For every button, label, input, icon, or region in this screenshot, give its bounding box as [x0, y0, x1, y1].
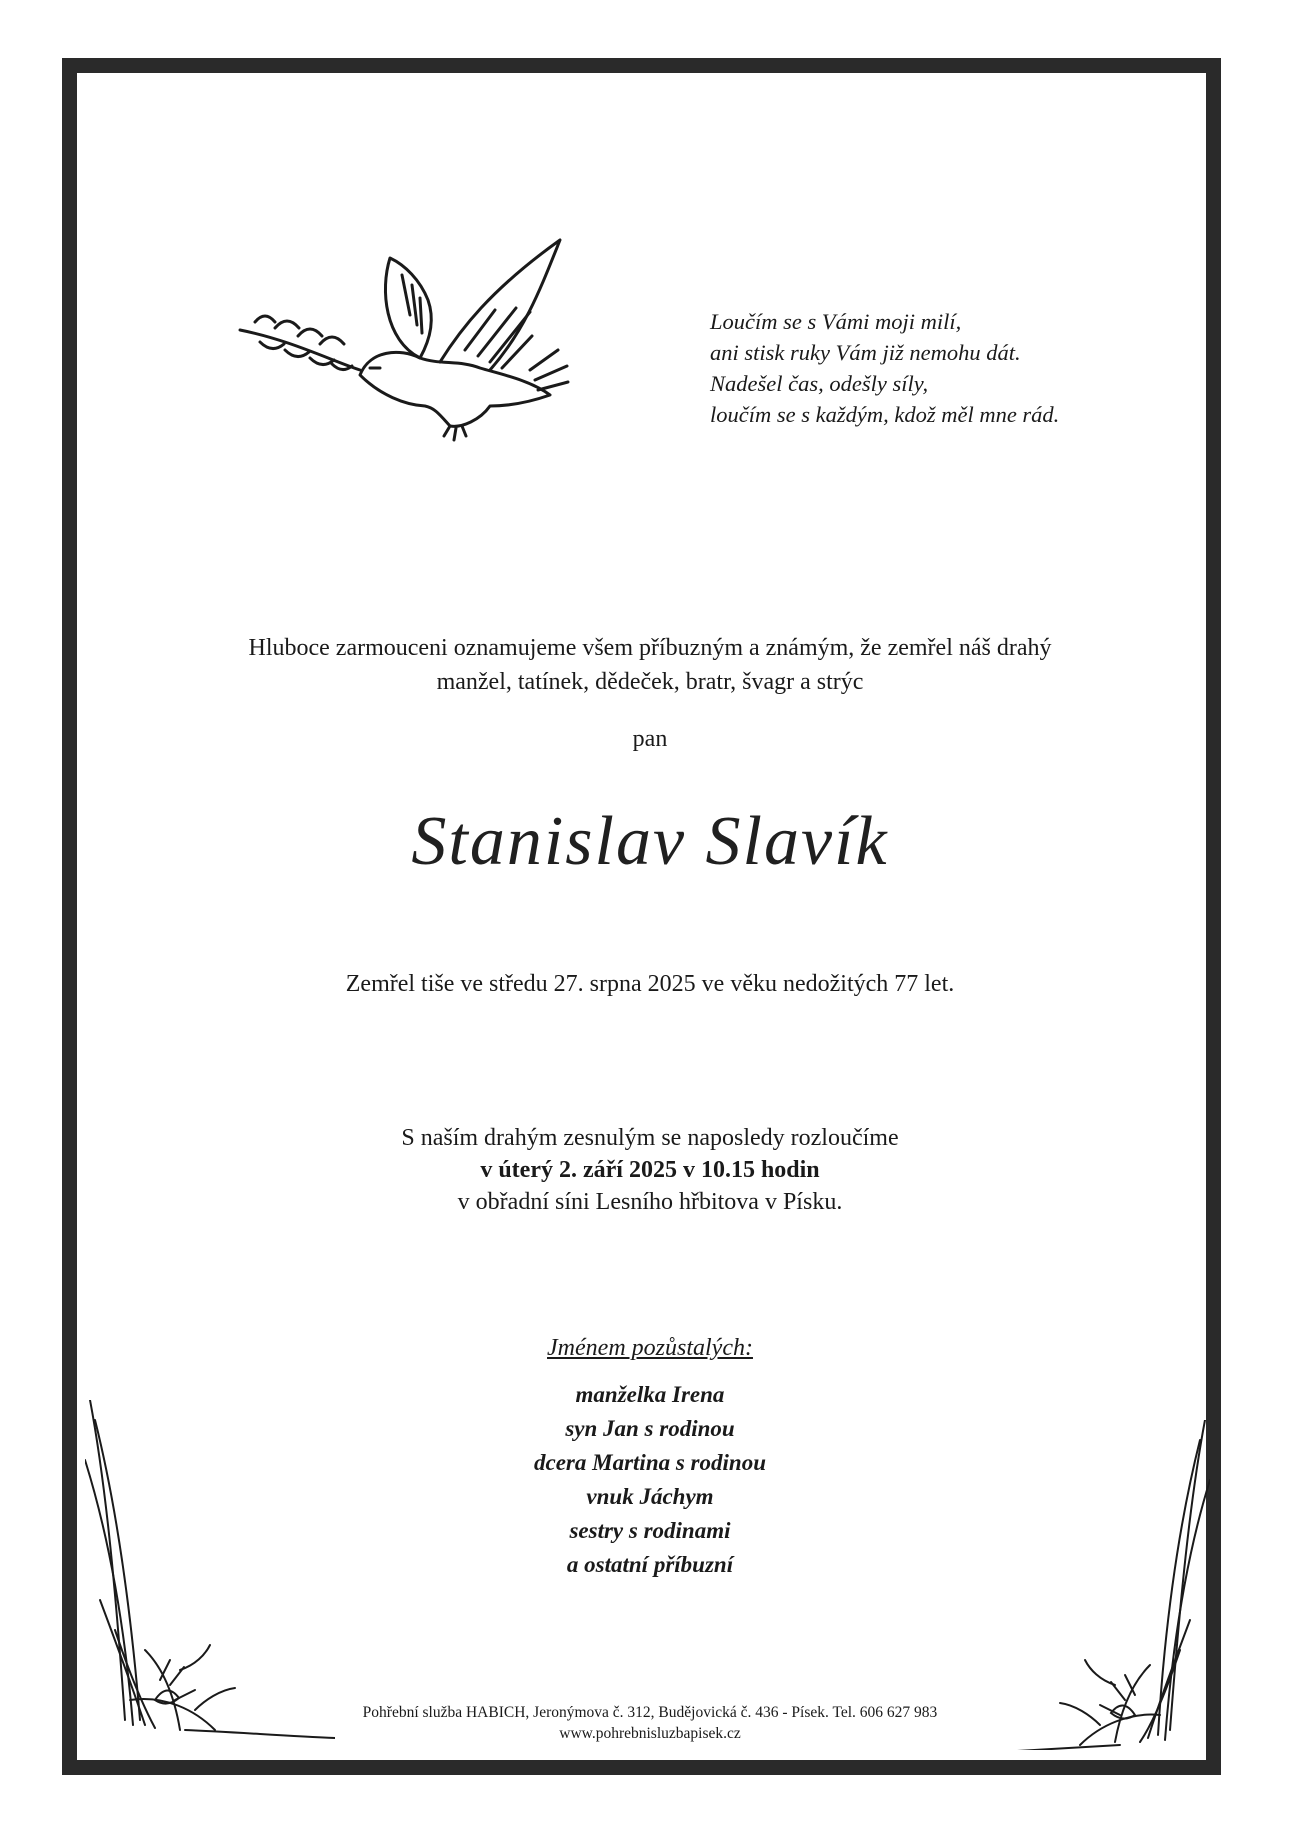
funeral-date: v úterý 2. září 2025 v 10.15 hodin — [480, 1157, 820, 1183]
intro-line: Hluboce zarmouceni oznamujeme všem příbuzným a známým, že zemřel náš drahý — [248, 635, 1052, 661]
grass-ornament-icon — [85, 1400, 335, 1740]
mourner: syn Jan s rodinou — [565, 1416, 735, 1441]
funeral-info — [160, 1122, 1140, 1218]
poem — [710, 306, 1150, 430]
mourner: vnuk Jáchym — [586, 1484, 714, 1509]
funeral-place: v obřadní síni Lesního hřbitova v Písku. — [457, 1189, 843, 1215]
announcement-intro — [160, 631, 1140, 699]
poem-line: loučím se s každým, kdož měl mne rád. — [710, 402, 1060, 427]
grass-ornament-icon — [1000, 1420, 1210, 1750]
mourner: manželka Irena — [575, 1382, 725, 1407]
poem-line: Loučím se s Vámi moji milí, — [710, 309, 962, 334]
deceased-name: Stanislav Slavík — [411, 803, 889, 880]
mourners-heading: Jménem pozůstalých: — [547, 1335, 753, 1361]
dove-icon — [230, 230, 600, 470]
footer-address: Pohřební služba HABICH, Jeronýmova č. 312, Budějovická č. 436 - Písek. Tel. 606 627 983 — [362, 1704, 938, 1721]
funeral-service-footer — [160, 1702, 1140, 1744]
poem-line: Nadešel čas, odešly síly, — [710, 371, 929, 396]
honorific: pan — [632, 726, 668, 752]
death-notice: Zemřel tiše ve středu 27. srpna 2025 ve věku nedožitých 77 let. — [345, 971, 955, 997]
mourner: a ostatní příbuzní — [566, 1552, 734, 1577]
funeral-line: S naším drahým zesnulým se naposledy rozloučíme — [401, 1125, 899, 1151]
footer-website[interactable]: www.pohrebnisluzbapisek.cz — [559, 1725, 741, 1742]
poem-line: ani stisk ruky Vám již nemohu dát. — [710, 340, 1021, 365]
mourner: dcera Martina s rodinou — [534, 1450, 766, 1475]
mourner: sestry s rodinami — [569, 1518, 731, 1543]
intro-line: manžel, tatínek, dědeček, bratr, švagr a strýc — [436, 669, 864, 695]
